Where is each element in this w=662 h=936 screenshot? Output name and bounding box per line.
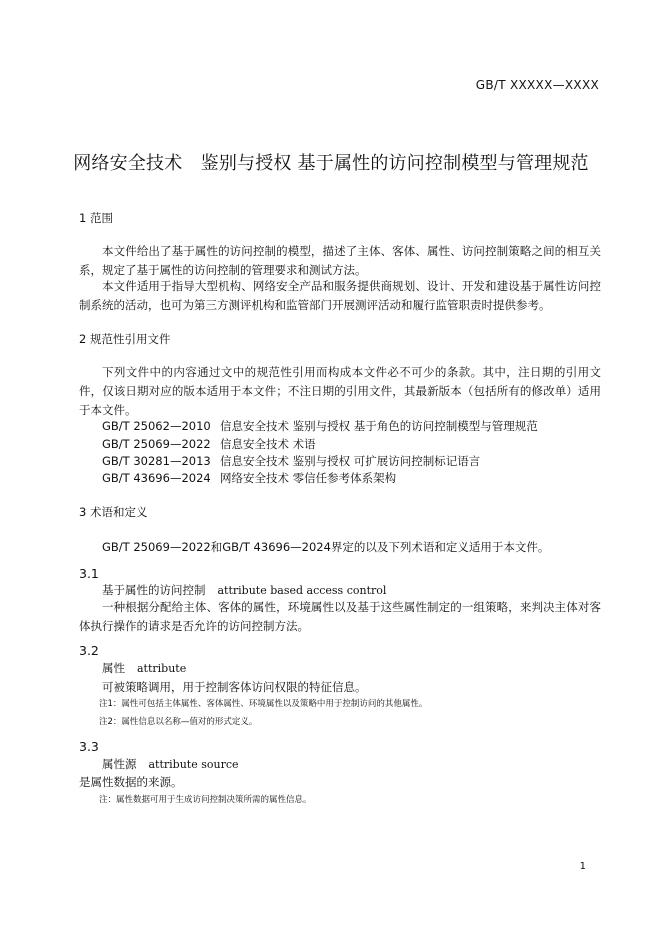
- term-chinese: 属性: [102, 661, 125, 675]
- reference-code: GB/T 25069—2022: [102, 437, 211, 451]
- reference-code: GB/T 43696—2024: [102, 471, 211, 485]
- term-definition: 可被策略调用，用于控制客体访问权限的特征信息。: [102, 680, 367, 694]
- reference-item: [102, 470, 396, 486]
- term-heading: [102, 582, 386, 598]
- reference-item: [102, 418, 538, 434]
- reference-item: [102, 436, 316, 452]
- term-english: attribute based access control: [217, 584, 387, 597]
- term-number: 3.1: [79, 566, 99, 581]
- term-note: 注1：属性可包括主体属性、客体属性、环境属性以及策略中用于控制访问的其他属性。: [99, 699, 428, 709]
- term-heading: [102, 660, 186, 676]
- section-2-heading: 2 规范性引用文件: [79, 332, 171, 346]
- reference-title: 网络安全技术 零信任参考体系架构: [220, 471, 397, 485]
- term-english: attribute source: [148, 758, 239, 771]
- term-number: 3.2: [79, 643, 99, 658]
- term-note: 注2：属性信息以名称—值对的形式定义。: [99, 717, 258, 727]
- terms-intro: GB/T 25069—2022和GB/T 43696—2024界定的以及下列术语和定义适用于本文件。: [102, 540, 550, 554]
- scope-paragraph-2: 本文件适用于指导大型机构、网络安全产品和服务提供商规划、设计、开发和建设基于属性访问控制系统的活动，也可为第三方测评机构和监管部门开展测评活动和履行监管职责时提供参考。: [79, 279, 601, 312]
- reference-item: [102, 453, 480, 469]
- term-english: attribute: [137, 662, 187, 675]
- term-definition: 是属性数据的来源。: [79, 775, 183, 789]
- term-note: 注：属性数据可用于生成访问控制决策所需的属性信息。: [99, 795, 312, 805]
- term-definition: 一种根据分配给主体、客体的属性，环境属性以及基于这些属性制定的一组策略，来判决主体对客体执行操作的请求是否允许的访问控制方法。: [79, 600, 601, 633]
- document-title: 网络安全技术 鉴别与授权 基于属性的访问控制模型与管理规范: [73, 153, 589, 174]
- reference-title: 信息安全技术 鉴别与授权 基于角色的访问控制模型与管理规范: [220, 419, 538, 433]
- section-3-heading: 3 术语和定义: [79, 505, 148, 519]
- page-number: 1: [579, 861, 586, 872]
- term-chinese: 基于属性的访问控制: [102, 583, 206, 597]
- reference-title: 信息安全技术 术语: [220, 437, 316, 451]
- reference-title: 信息安全技术 鉴别与授权 可扩展访问控制标记语言: [220, 454, 481, 468]
- section-1-heading: 1 范围: [79, 211, 113, 225]
- term-number: 3.3: [79, 739, 99, 754]
- term-heading: [102, 756, 239, 772]
- reference-code: GB/T 25062—2010: [102, 419, 211, 433]
- reference-code: GB/T 30281—2013: [102, 454, 211, 468]
- term-chinese: 属性源: [102, 757, 137, 771]
- standard-number: GB/T XXXXX—XXXX: [475, 78, 599, 92]
- references-intro: 下列文件中的内容通过文中的规范性引用而构成本文件必不可少的条款。其中，注日期的引用文件，仅该日期对应的版本适用于本文件；不注日期的引用文件，其最新版本（包括所有的修改单）适用于本文件。: [79, 365, 601, 417]
- scope-paragraph-1: 本文件给出了基于属性的访问控制的模型，描述了主体、客体、属性、访问控制策略之间的相互关系，规定了基于属性的访问控制的管理要求和测试方法。: [79, 244, 601, 277]
